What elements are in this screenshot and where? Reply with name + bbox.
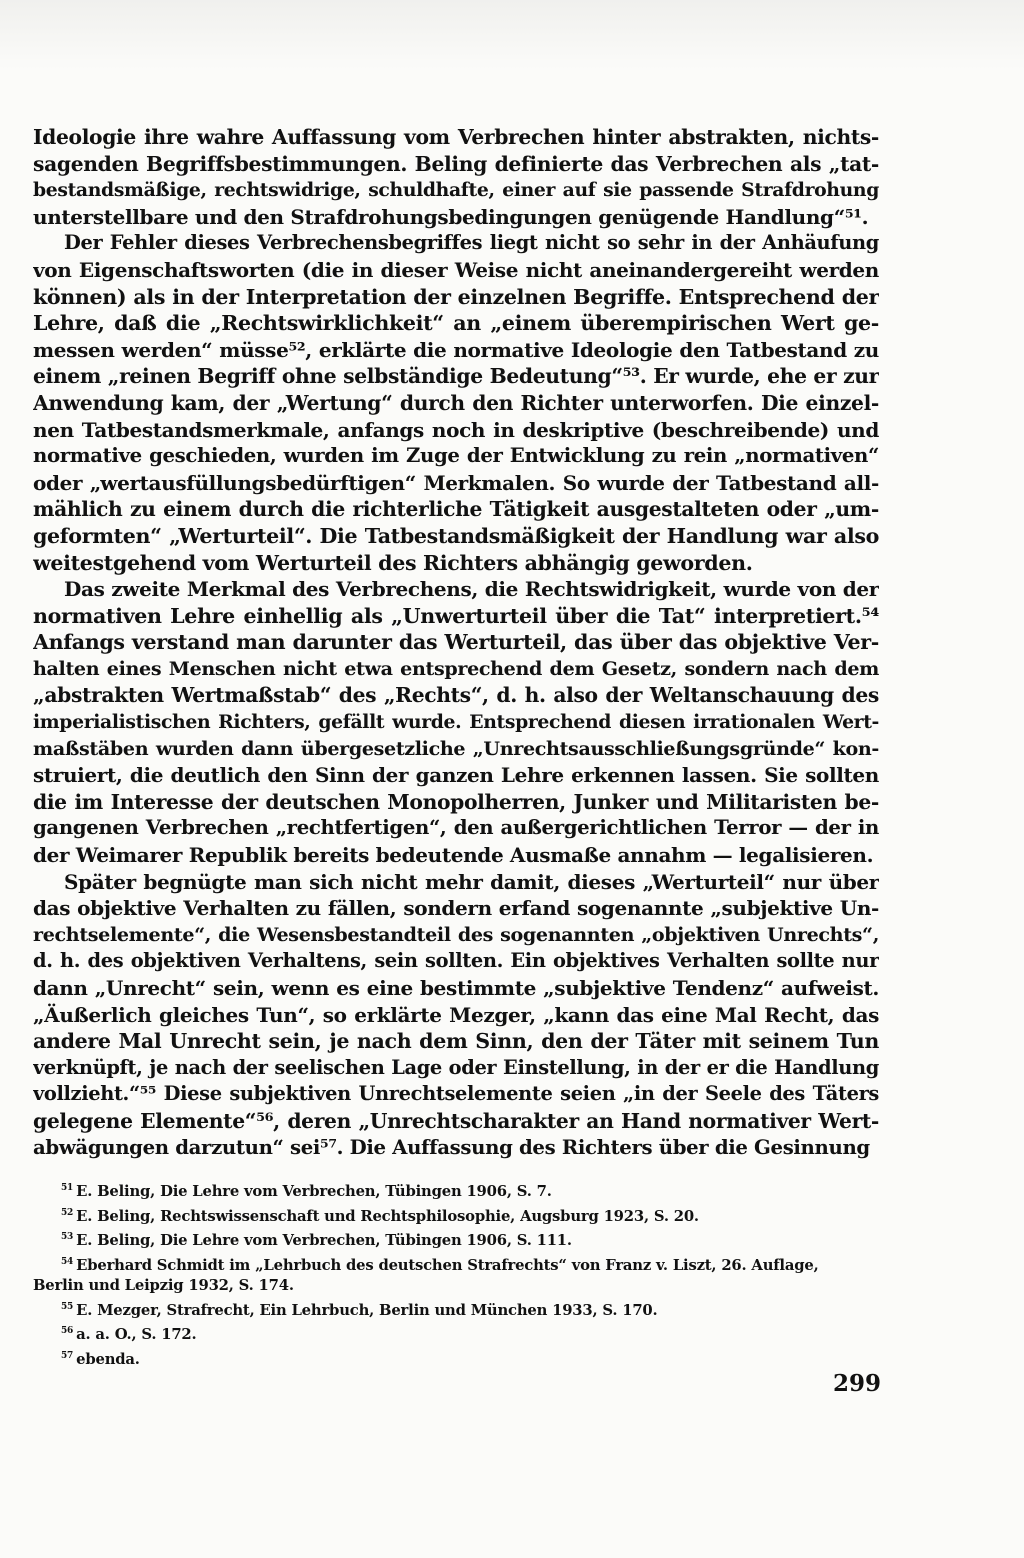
text-line: vollzieht.“⁵⁵ Diese subjektiven Unrechtselemente seien „in der Seele des Täters <box>33 1082 879 1106</box>
text-line: bestandsmäßige, rechtswidrige, schuldhafte, einer auf sie passende Strafdrohung <box>33 179 879 202</box>
text-line: rechtselemente“, die Wesensbestandteil des sogenannten „objektiven Unrechts“, <box>33 922 879 946</box>
scan-edge <box>0 0 1024 70</box>
footnote <box>33 1227 879 1252</box>
footnote-text: ebenda. <box>76 1350 140 1368</box>
text-line: Ideologie ihre wahre Auffassung vom Verbrechen hinter abstrakten, nichts- <box>33 125 879 149</box>
text-line: messen werden“ müsse⁵², erklärte die normative Ideologie den Tatbestand zu <box>33 337 879 362</box>
footnote-number: 51 <box>61 1183 74 1193</box>
text-line: geformten“ „Werturteil“. Die Tatbestandsmäßigkeit der Handlung war also <box>33 523 879 548</box>
footnote <box>33 1346 879 1371</box>
footnote-number: 52 <box>61 1207 74 1218</box>
footnote <box>33 1203 879 1228</box>
text-line: normative geschieden, wurden im Zuge der Entwicklung zu rein „normativen“ <box>33 444 879 468</box>
text-line: d. h. des objektiven Verhaltens, sein sollten. Ein objektives Verhalten sollte nur <box>33 949 879 973</box>
text-line: Später begnügte man sich nicht mehr damit, dieses „Werturteil“ nur über <box>64 869 879 894</box>
footnote-number: 55 <box>61 1301 74 1312</box>
footnote-text: a. a. O., S. 172. <box>76 1326 197 1344</box>
text-line: das objektive Verhalten zu fällen, sondern erfand sogenannte „subjektive Un- <box>33 896 879 921</box>
text-line: Lehre, daß die „Rechtswirklichkeit“ an „einem überempirischen Wert ge- <box>33 311 879 336</box>
footnote-number: 57 <box>61 1350 74 1361</box>
text-line: andere Mal Unrecht sein, je nach dem Sinn, den der Täter mit seinem Tun <box>33 1029 879 1054</box>
text-line: einem „reinen Begriff ohne selbständige Bedeutung“⁵³. Er wurde, ehe er zur <box>33 364 879 389</box>
footnote-text: Eberhard Schmidt im „Lehrbuch des deutschen Strafrechts“ von Franz v. Liszt, 26. Auflage, <box>76 1256 819 1274</box>
text-line: können) als in der Interpretation der einzelnen Begriffe. Entsprechend der <box>33 284 879 309</box>
text-line: nen Tatbestandsmerkmale, anfangs noch in deskriptive (beschreibende) und <box>33 417 879 442</box>
main-text <box>33 124 879 1161</box>
text-line: gangenen Verbrechen „rechtfertigen“, den außergerichtlichen Terror — der in <box>33 816 879 840</box>
footnote <box>33 1252 879 1277</box>
text-line: Anwendung kam, der „Wertung“ durch den Richter unterworfen. Die einzel- <box>33 390 879 415</box>
text-line: mählich zu einem durch die richterliche Tätigkeit ausgestalteten oder „um- <box>33 497 879 522</box>
footnote-continuation: Berlin und Leipzig 1932, S. 174. <box>33 1277 294 1295</box>
footnote-number: 53 <box>61 1232 74 1243</box>
text-line: „Äußerlich gleiches Tun“, so erklärte Mezger, „kann das eine Mal Recht, das <box>33 1002 879 1027</box>
text-line: die im Interesse der deutschen Monopolherren, Junker und Militaristen be- <box>33 789 879 814</box>
text-line: Der Fehler dieses Verbrechensbegriffes liegt nicht so sehr in der Anhäufung <box>64 231 879 255</box>
footnote-text: E. Beling, Rechtswissenschaft und Rechtsphilosophie, Augsburg 1923, S. 20. <box>76 1207 699 1225</box>
text-line: Das zweite Merkmal des Verbrechens, die Rechtswidrigkeit, wurde von der <box>64 577 879 602</box>
footnote-text: E. Beling, Die Lehre vom Verbrechen, Tübingen 1906, S. 111. <box>76 1231 572 1249</box>
text-line: oder „wertausfüllungsbedürftigen“ Merkmalen. So wurde der Tatbestand all- <box>33 470 879 495</box>
text-line: der Weimarer Republik bereits bedeutende Ausmaße annahm — legalisieren. <box>33 843 874 868</box>
text-line: weitestgehend vom Werturteil des Richters abhängig geworden. <box>33 550 753 575</box>
footnote-number: 56 <box>61 1326 74 1337</box>
page-number: 299 <box>832 1370 881 1397</box>
text-line: abwägungen darzutun“ sei⁵⁷. Die Auffassung des Richters über die Gesinnung <box>33 1135 870 1159</box>
text-line: maßstäben wurden dann übergesetzliche „Unrechtsausschließungsgründe“ kon- <box>33 736 879 760</box>
footnote-text: E. Beling, Die Lehre vom Verbrechen, Tübingen 1906, S. 7. <box>76 1182 552 1200</box>
text-line: gelegene Elemente“⁵⁶, deren „Unrechtscharakter an Hand normativer Wert- <box>33 1108 879 1133</box>
text-line: normativen Lehre einhellig als „Unwerturteil über die Tat“ interpretiert.⁵⁴ <box>33 603 879 628</box>
footnotes <box>33 1178 879 1370</box>
footnote <box>33 1321 879 1346</box>
text-line: sagenden Begriffsbestimmungen. Beling definierte das Verbrechen als „tat- <box>33 151 879 176</box>
text-line: Anfangs verstand man darunter das Werturteil, das über das objektive Ver- <box>33 630 879 655</box>
text-line: struiert, die deutlich den Sinn der ganzen Lehre erkennen lassen. Sie sollten <box>33 763 879 788</box>
footnote-number: 54 <box>61 1256 74 1267</box>
footnote-text: E. Mezger, Strafrecht, Ein Lehrbuch, Berlin und München 1933, S. 170. <box>76 1301 658 1319</box>
text-line: unterstellbare und den Strafdrohungsbedingungen genügende Handlung“⁵¹. <box>33 204 869 229</box>
footnote <box>33 1178 879 1203</box>
text-line: imperialistischen Richters, gefällt wurde. Entsprechend diesen irrationalen Wert- <box>33 711 879 734</box>
text-line: von Eigenschaftsworten (die in dieser Weise nicht aneinandergereiht werden <box>33 257 879 282</box>
footnote <box>33 1297 879 1322</box>
text-line: dann „Unrecht“ sein, wenn es eine bestimmte „subjektive Tendenz“ aufweist. <box>33 976 879 1000</box>
text-line: „abstrakten Wertmaßstab“ des „Rechts“, d. h. also der Weltanschauung des <box>33 683 879 708</box>
text-line: halten eines Menschen nicht etwa entsprechend dem Gesetz, sondern nach dem <box>33 656 879 680</box>
text-line: verknüpft, je nach der seelischen Lage oder Einstellung, in der er die Handlung <box>33 1055 879 1079</box>
